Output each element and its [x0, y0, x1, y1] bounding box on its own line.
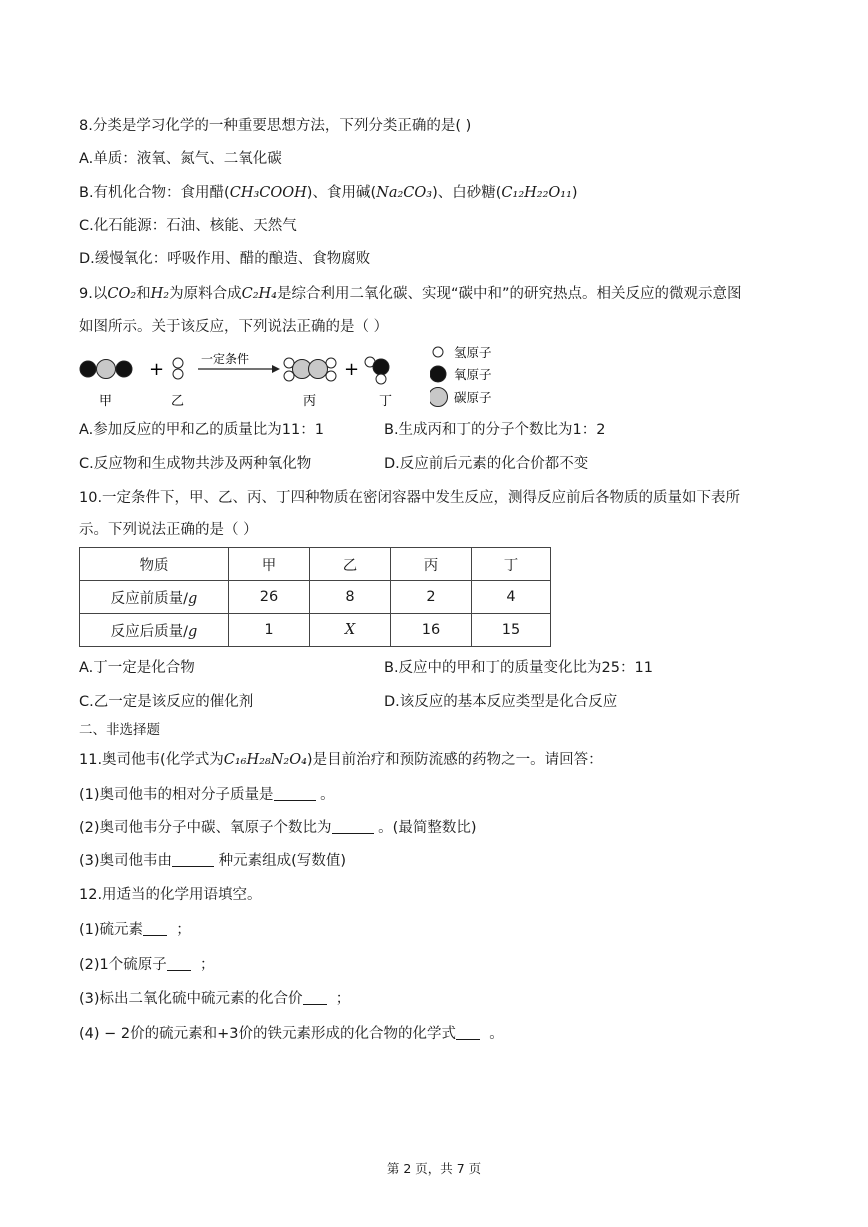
- q10-option-c: C.乙一定是该反应的催化剂: [79, 694, 254, 710]
- q12-part3: (3)标出二氧化硫中硫元素的化合价 ；: [79, 991, 351, 1007]
- q9-stem-line2: 如图所示。关于该反应，下列说法正确的是（ ）: [79, 319, 389, 335]
- table-header-cell: 甲: [229, 548, 310, 581]
- table-cell: 8: [310, 581, 391, 614]
- label-jia: 甲: [99, 394, 113, 409]
- formula-co2: CO₂: [107, 286, 137, 302]
- formula-oseltamivir: C₁₆H₂₈N₂O₄: [223, 752, 307, 768]
- q12-part1: (1)硫元素 ；: [79, 922, 191, 938]
- oxygen-atom-icon: [430, 366, 446, 382]
- formula-h2: H₂: [150, 286, 170, 302]
- q9-option-b: B.生成丙和丁的分子个数比为1：2: [384, 422, 606, 438]
- table-row: [80, 581, 551, 614]
- table-cell: 4: [472, 581, 551, 614]
- q12-stem: 12.用适当的化学用语填空。: [79, 887, 262, 903]
- q12-part2: (2)1个硫原子 ；: [79, 957, 215, 973]
- molecule-bing: [284, 358, 336, 381]
- atom-legend: [430, 343, 550, 413]
- table-header-cell: 物质: [80, 548, 229, 581]
- q11-stem: 11.奥司他韦(化学式为C₁₆H₂₈N₂O₄)是目前治疗和预防流感的药物之一。请回答：: [79, 752, 603, 768]
- label-yi: 乙: [171, 394, 185, 409]
- section-heading: 二、非选择题: [79, 722, 160, 738]
- table-header-row: [80, 548, 551, 581]
- legend-oxygen: 氧原子: [454, 367, 492, 382]
- q9-option-a: A.参加反应的甲和乙的质量比为11：1: [79, 422, 324, 438]
- hydrogen-atom-icon: [433, 347, 443, 357]
- table-cell: X: [310, 614, 391, 647]
- mass-table: [79, 547, 551, 647]
- table-cell: 16: [391, 614, 472, 647]
- arrow-condition-label: 一定条件: [201, 352, 250, 366]
- legend-hydrogen: 氢原子: [454, 345, 492, 360]
- q10-stem-line2: 示。下列说法正确的是（ ）: [79, 522, 258, 538]
- q9-option-c: C.反应物和生成物共涉及两种氧化物: [79, 456, 312, 472]
- legend-carbon: 碳原子: [454, 390, 492, 405]
- plus-sign-1: +: [149, 359, 165, 380]
- answer-blank[interactable]: [143, 921, 167, 936]
- carbon-atom-icon: [430, 388, 448, 407]
- q9-stem-line1: 9.以CO₂和H₂为原料合成C₂H₄是综合利用二氧化碳、实现“碳中和”的研究热点。相关反应的微观示意图: [79, 286, 742, 302]
- formula-c2h4: C₂H₄: [241, 286, 277, 302]
- formula-sucrose: C₁₂H₂₂O₁₁: [501, 185, 572, 201]
- table-row: [80, 614, 551, 647]
- label-ding: 丁: [379, 394, 393, 409]
- q8-option-b: B.有机化合物：食用醋(CH₃COOH)、食用碱(Na₂CO₃)、白砂糖(C₁₂H₂₂O₁₁): [79, 185, 578, 201]
- page-number: 第 2 页，共 7 页: [386, 1161, 482, 1176]
- arrow-head-icon: [272, 365, 280, 373]
- formula-acetic-acid: CH₃COOH: [229, 185, 307, 201]
- q8-stem: 8.分类是学习化学的一种重要思想方法，下列分类正确的是( ): [79, 118, 472, 134]
- answer-blank[interactable]: [172, 852, 214, 867]
- answer-blank[interactable]: [167, 956, 191, 971]
- table-cell: 2: [391, 581, 472, 614]
- q10-option-a: A.丁一定是化合物: [79, 660, 195, 676]
- q12-part4: (4) − 2价的硫元素和+3价的铁元素形成的化合物的化学式 。: [79, 1026, 504, 1042]
- answer-blank[interactable]: [456, 1025, 480, 1040]
- table-cell: 1: [229, 614, 310, 647]
- formula-sodium-carbonate: Na₂CO₃: [376, 185, 433, 201]
- molecule-yi: [173, 358, 183, 379]
- table-row-label: 反应前质量/g: [80, 581, 229, 614]
- answer-blank[interactable]: [332, 819, 374, 834]
- q10-option-b: B.反应中的甲和丁的质量变化比为25：11: [384, 660, 653, 676]
- table-cell: 26: [229, 581, 310, 614]
- table-cell: 15: [472, 614, 551, 647]
- q11-part1: (1)奥司他韦的相对分子质量是 。: [79, 787, 335, 803]
- q8-option-d: D.缓慢氧化：呼吸作用、醋的酿造、食物腐败: [79, 251, 371, 267]
- table-row-label: 反应后质量/g: [80, 614, 229, 647]
- answer-blank[interactable]: [303, 990, 327, 1005]
- q8-option-c: C.化石能源：石油、核能、天然气: [79, 218, 297, 234]
- table-header-cell: 丁: [472, 548, 551, 581]
- molecule-ding: [365, 357, 389, 384]
- plus-sign-2: +: [344, 359, 360, 380]
- label-bing: 丙: [303, 394, 317, 409]
- molecule-jia: [80, 360, 132, 379]
- q11-part3: (3)奥司他韦由 种元素组成(写数值): [79, 853, 346, 869]
- q10-stem-line1: 10.一定条件下，甲、乙、丙、丁四种物质在密闭容器中发生反应，测得反应前后各物质的质量如下表所: [79, 490, 741, 506]
- q8-option-a: A.单质：液氧、氮气、二氧化碳: [79, 151, 282, 167]
- table-header-cell: 丙: [391, 548, 472, 581]
- answer-blank[interactable]: [274, 786, 316, 801]
- q9-option-d: D.反应前后元素的化合价都不变: [384, 456, 589, 472]
- table-header-cell: 乙: [310, 548, 391, 581]
- q10-option-d: D.该反应的基本反应类型是化合反应: [384, 694, 618, 710]
- q11-part2: (2)奥司他韦分子中碳、氧原子个数比为 。(最简整数比): [79, 820, 477, 836]
